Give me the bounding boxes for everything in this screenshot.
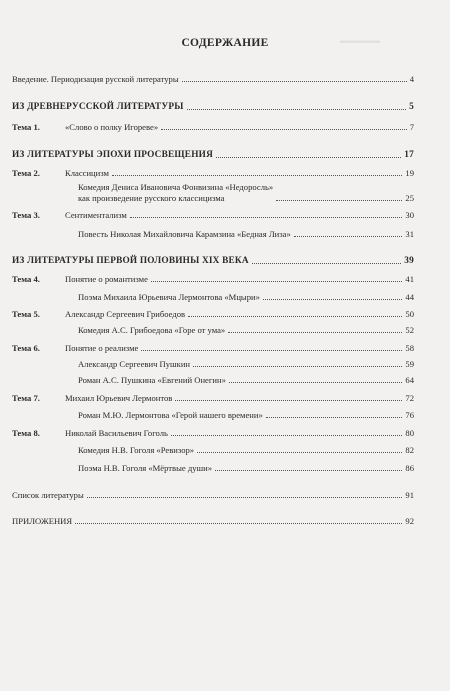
leader-dots: [215, 470, 402, 471]
leader-dots: [216, 157, 401, 158]
toc-section-old-russian: ИЗ ДРЕВНЕРУССКОЙ ЛИТЕРАТУРЫ 5: [12, 102, 414, 112]
toc-theme-4: Тема 4. Понятие о романтизме 41: [12, 274, 414, 284]
leader-dots: [87, 497, 403, 498]
toc-entry-bibliography: Список литературы 91: [12, 490, 414, 500]
leader-dots: [228, 332, 402, 333]
page-number: 76: [405, 410, 414, 420]
leader-dots: [141, 350, 402, 351]
leader-dots: [252, 263, 402, 264]
toc-subentry-revizor: Комедия Н.В. Гоголя «Ревизор» 82: [78, 445, 414, 455]
page-number: 91: [405, 490, 414, 500]
page-number: 41: [405, 274, 414, 284]
toc-theme-8: Тема 8. Николай Васильевич Гоголь 80: [12, 428, 414, 438]
toc-theme-5: Тема 5. Александр Сергеевич Грибоедов 50: [12, 309, 414, 319]
leader-dots: [75, 523, 402, 524]
theme-number: Тема 5.: [12, 309, 40, 319]
toc-subentry-gore-ot-uma: Комедия А.С. Грибоедова «Горе от ума» 52: [78, 325, 414, 335]
page-number: 44: [405, 292, 414, 302]
toc-subentry-pushkin: Александр Сергеевич Пушкин 59: [78, 359, 414, 369]
toc-section-enlightenment: ИЗ ЛИТЕРАТУРЫ ЭПОХИ ПРОСВЕЩЕНИЯ 17: [12, 150, 414, 160]
leader-dots: [112, 175, 402, 176]
page-number: 25: [405, 193, 414, 203]
leader-dots: [229, 382, 403, 383]
page-number: 64: [405, 375, 414, 385]
page-number: 82: [405, 445, 414, 455]
toc-theme-1: Тема 1. «Слово о полку Игореве» 7: [12, 122, 414, 132]
page-title: СОДЕРЖАНИЕ: [181, 37, 269, 49]
theme-number: Тема 7.: [12, 393, 40, 403]
toc-theme-3: Тема 3. Сентиментализм 30: [12, 210, 414, 220]
page-number: 5: [409, 102, 414, 112]
leader-dots: [130, 217, 403, 218]
theme-number: Тема 4.: [12, 274, 40, 284]
page-number: 39: [404, 256, 414, 266]
leader-dots: [175, 400, 402, 401]
page-number: 4: [409, 74, 414, 84]
theme-number: Тема 1.: [12, 122, 40, 132]
page-number: 58: [405, 343, 414, 353]
toc-theme-2: Тема 2. Классицизм 19: [12, 168, 414, 178]
theme-number: Тема 3.: [12, 210, 40, 220]
theme-number: Тема 8.: [12, 428, 40, 438]
toc-entry-appendices: ПРИЛОЖЕНИЯ 92: [12, 516, 414, 526]
toc-theme-7: Тема 7. Михаил Юрьевич Лермонтов 72: [12, 393, 414, 403]
toc-subentry-bednaya-liza: Повесть Николая Михайловича Карамзина «Бедная Лиза» 31: [78, 229, 414, 239]
toc-subentry-mertvye-dushi: Поэма Н.В. Гоголя «Мёртвые души» 86: [78, 463, 414, 473]
page-number: 59: [405, 359, 414, 369]
toc-section-19th-century: ИЗ ЛИТЕРАТУРЫ ПЕРВОЙ ПОЛОВИНЫ XIX ВЕКА 39: [12, 256, 414, 266]
toc-subentry-onegin: Роман А.С. Пушкина «Евгений Онегин» 64: [78, 375, 414, 385]
theme-number: Тема 6.: [12, 343, 40, 353]
bleed-through-text: ▬▬▬▬▬: [340, 36, 380, 45]
leader-dots: [188, 316, 402, 317]
leader-dots: [182, 81, 407, 82]
toc-subentry-mtsyri: Поэма Михаила Юрьевича Лермонтова «Мцыри» 44: [78, 292, 414, 302]
leader-dots: [276, 200, 402, 201]
page-number: 52: [405, 325, 414, 335]
page-number: 86: [405, 463, 414, 473]
page-number: 72: [405, 393, 414, 403]
page-number: 80: [405, 428, 414, 438]
toc-subentry-geroy: Роман М.Ю. Лермонтова «Герой нашего времени» 76: [78, 410, 414, 420]
leader-dots: [171, 435, 403, 436]
page-number: 7: [409, 122, 414, 132]
leader-dots: [294, 236, 403, 237]
leader-dots: [197, 452, 402, 453]
page-number: 31: [405, 229, 414, 239]
page-number: 17: [404, 150, 414, 160]
page-number: 92: [405, 516, 414, 526]
theme-number: Тема 2.: [12, 168, 40, 178]
page-number: 50: [405, 309, 414, 319]
page-number: 30: [405, 210, 414, 220]
leader-dots: [187, 109, 407, 110]
leader-dots: [266, 417, 403, 418]
leader-dots: [193, 366, 402, 367]
toc-entry-intro: Введение. Периодизация русской литературы 4: [12, 74, 414, 84]
toc-subentry-nedorosl: Комедия Дениса Ивановича Фонвизина «Недоросль» как произведение русского классицизма 25: [78, 182, 414, 203]
leader-dots: [151, 281, 402, 282]
leader-dots: [263, 299, 403, 300]
toc-theme-6: Тема 6. Понятие о реализме 58: [12, 343, 414, 353]
leader-dots: [161, 129, 407, 130]
page-number: 19: [405, 168, 414, 178]
